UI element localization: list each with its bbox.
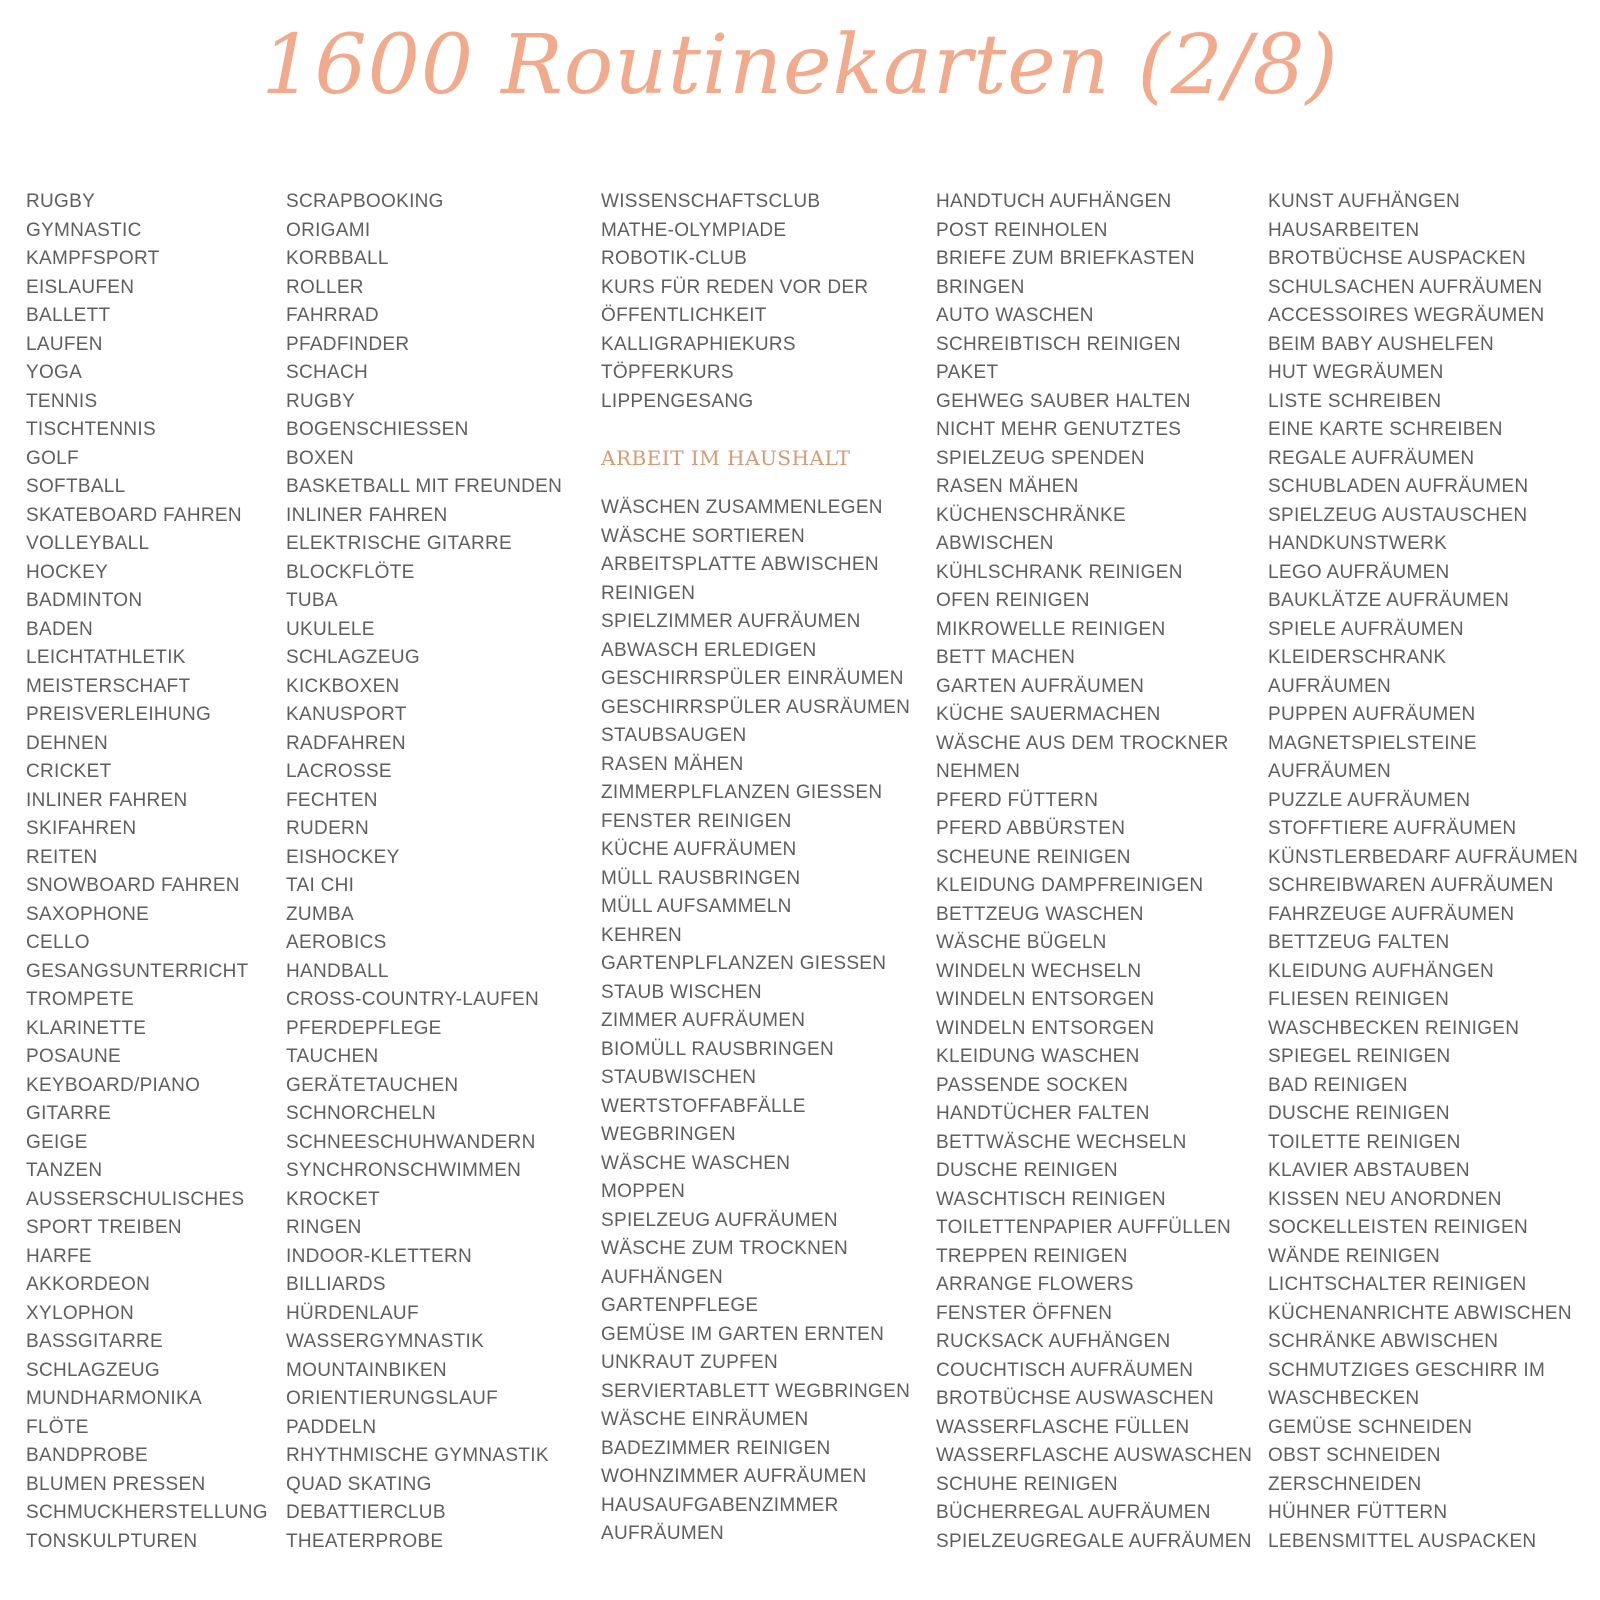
list-item: MEISTERSCHAFT [26,675,191,697]
list-item: SCHLAGZEUG [26,1359,160,1381]
list-item: RADFAHREN [286,732,406,754]
list-item: PADDELN [286,1416,377,1438]
list-item: BEIM BABY AUSHELFEN [1268,333,1495,355]
column-2 [286,188,562,1556]
list-item: ELEKTRISCHE GITARRE [286,533,512,554]
list-item: INLINER FAHREN [286,504,448,526]
list-item: EISLAUFEN [26,276,135,298]
list-item: PUZZLE AUFRÄUMEN [1268,789,1471,811]
list-item: EISHOCKEY [286,846,400,868]
list-item: ZIMMER AUFRÄUMEN [601,1010,806,1031]
list-item: BETTZEUG WASCHEN [936,903,1144,925]
list-item: SOCKELLEISTEN REINIGEN [1268,1217,1529,1238]
list-item: SCHMUTZIGES GESCHIRR IM [1268,1359,1546,1381]
list-item: GARTENPFLEGE [601,1295,759,1316]
list-item: LAUFEN [26,333,103,355]
list-item: CRICKET [26,761,112,782]
list-item: AUTO WASCHEN [936,305,1094,326]
list-item: KLAVIER ABSTAUBEN [1268,1160,1470,1181]
list-item: TÖPFERKURS [601,362,734,383]
list-item: SCHLAGZEUG [286,647,420,668]
list-item: OBST SCHNEIDEN [1268,1445,1441,1466]
list-item: KLEIDUNG AUFHÄNGEN [1268,960,1495,982]
list-item: TANZEN [26,1160,103,1181]
list-item: AKKORDEON [26,1274,151,1295]
list-item: DEBATTIERCLUB [286,1502,446,1523]
list-item: ZERSCHNEIDEN [1268,1473,1422,1495]
list-item: PFERD FÜTTERN [936,789,1099,811]
list-item: KLEIDUNG WASCHEN [936,1046,1140,1067]
list-item: TOILETTENPAPIER AUFFÜLLEN [936,1217,1232,1238]
list-item: PAKET [936,362,999,383]
list-item: GESCHIRRSPÜLER EINRÄUMEN [601,668,904,689]
list-item: LIPPENGESANG [601,390,754,412]
list-item: KROCKET [286,1188,380,1210]
list-item: WINDELN ENTSORGEN [936,1017,1155,1039]
list-item: HOCKEY [26,561,109,583]
list-item: WASCHBECKEN [1268,1388,1420,1409]
list-item: KÜNSTLERBEDARF AUFRÄUMEN [1268,846,1579,868]
list-item: TISCHTENNIS [26,419,156,440]
list-item: KISSEN NEU ANORDNEN [1268,1188,1502,1210]
list-item: SPIELZEUG AUFRÄUMEN [601,1209,838,1231]
list-item: BADEN [26,618,93,640]
list-item: BADMINTON [26,590,143,611]
list-item: ARBEITSPLATTE ABWISCHEN [601,554,879,575]
list-item: BROTBÜCHSE AUSPACKEN [1268,248,1526,269]
list-item: ROLLER [286,276,364,298]
chore-list [936,188,1252,1556]
column-4 [936,188,1252,1556]
list-item: PFERDEPFLEGE [286,1017,442,1039]
list-item: FLÖTE [26,1416,89,1438]
list-item: GEHWEG SAUBER HALTEN [936,390,1191,412]
list-item: GOLF [26,447,79,469]
list-item: DUSCHE REINIGEN [936,1160,1118,1181]
list-item: MATHE-OLYMPIADE [601,219,787,241]
activity-list [601,188,910,416]
list-item: GESANGSUNTERRICHT [26,960,249,982]
list-item: MUNDHARMONIKA [26,1388,202,1409]
list-item: HARFE [26,1245,92,1267]
list-item: BLUMEN PRESSEN [26,1473,206,1495]
list-item: ABWISCHEN [936,533,1054,554]
list-item: RUGBY [286,390,356,412]
list-item: KEHREN [601,924,682,946]
list-item: AEROBICS [286,932,387,953]
list-item: WASSERGYMNASTIK [286,1331,485,1352]
list-item: TROMPETE [26,989,134,1010]
list-item: LISTE SCHREIBEN [1268,390,1442,412]
list-item: SCRAPBOOKING [286,191,444,212]
page-title: 1600 Routinekarten (2/8) [261,18,1339,113]
list-item: SCHREIBWAREN AUFRÄUMEN [1268,875,1554,896]
list-item: QUAD SKATING [286,1473,432,1495]
list-item: GEMÜSE SCHNEIDEN [1268,1416,1473,1438]
list-item: WÄSCHE BÜGELN [936,932,1107,953]
list-item: AUFRÄUMEN [601,1523,725,1544]
list-item: GYMNASTIC [26,219,142,241]
list-item: SCHNORCHELN [286,1103,437,1124]
list-item: KLEIDERSCHRANK [1268,647,1447,668]
activity-list [26,188,268,1556]
list-item: WINDELN ENTSORGEN [936,989,1155,1010]
list-item: FAHRRAD [286,305,379,326]
list-item: SCHRÄNKE ABWISCHEN [1268,1331,1499,1352]
list-item: RUGBY [26,191,96,212]
list-item: BROTBÜCHSE AUSWASCHEN [936,1388,1214,1409]
list-item: MOUNTAINBIKEN [286,1359,447,1381]
list-item: RUDERN [286,818,370,839]
list-item: HANDKUNSTWERK [1268,533,1448,554]
list-item: WISSENSCHAFTSCLUB [601,191,821,212]
list-item: BILLIARDS [286,1274,386,1295]
list-item: SKATEBOARD FAHREN [26,504,242,526]
list-item: FAHRZEUGE AUFRÄUMEN [1268,903,1515,925]
list-item: ORIENTIERUNGSLAUF [286,1388,499,1409]
list-item: BETTWÄSCHE WECHSELN [936,1131,1187,1153]
list-item: SNOWBOARD FAHREN [26,875,240,896]
list-item: CELLO [26,932,90,953]
list-item: YOGA [26,362,83,383]
activity-list [286,188,562,1556]
list-item: SPIELZEUG AUSTAUSCHEN [1268,504,1528,526]
list-item: PFERD ABBÜRSTEN [936,818,1126,839]
list-item: BOGENSCHIESSEN [286,419,469,440]
list-item: BÜCHERREGAL AUFRÄUMEN [936,1502,1211,1523]
list-item: SKIFAHREN [26,818,137,839]
list-item: BANDPROBE [26,1445,149,1466]
column-5 [1268,188,1578,1556]
list-item: TENNIS [26,390,98,412]
list-item: WEGBRINGEN [601,1124,736,1145]
list-item: RHYTHMISCHE GYMNASTIK [286,1445,549,1466]
list-item: HUT WEGRÄUMEN [1268,362,1444,383]
list-item: GESCHIRRSPÜLER AUSRÄUMEN [601,696,911,718]
list-item: FENSTER REINIGEN [601,810,792,832]
list-item: KÜCHE SAUERMACHEN [936,704,1161,725]
list-item: KÜCHENSCHRÄNKE [936,504,1127,526]
section-heading-household: ARBEIT IM HAUSHALT [601,446,851,470]
list-item: SCHACH [286,362,369,383]
list-item: MAGNETSPIELSTEINE [1268,732,1477,754]
list-item: STAUB WISCHEN [601,981,762,1003]
list-item: LICHTSCHALTER REINIGEN [1268,1274,1527,1295]
list-item: BRINGEN [936,276,1025,298]
list-item: MÜLL RAUSBRINGEN [601,867,801,889]
list-item: KLEIDUNG DAMPFREINIGEN [936,875,1204,896]
list-item: BASSGITARRE [26,1331,164,1352]
list-item: VOLLEYBALL [26,533,150,554]
list-item: KURS FÜR REDEN VOR DER [601,276,869,298]
list-item: GITARRE [26,1103,112,1124]
list-item: WÄSCHEN ZUSAMMENLEGEN [601,497,883,518]
list-item: KORBBALL [286,248,389,269]
list-item: BIOMÜLL RAUSBRINGEN [601,1038,835,1060]
list-item: BASKETBALL MIT FREUNDEN [286,476,563,497]
list-item: BRIEFE ZUM BRIEFKASTEN [936,248,1195,269]
list-item: POSAUNE [26,1046,122,1067]
list-item: STAUBWISCHEN [601,1067,757,1088]
list-item: TAI CHI [286,875,355,896]
list-item: KÜCHENANRICHTE ABWISCHEN [1268,1302,1572,1324]
list-item: RUCKSACK AUFHÄNGEN [936,1331,1171,1352]
list-item: BOXEN [286,447,355,469]
list-item: WÄNDE REINIGEN [1268,1245,1441,1267]
list-item: BLOCKFLÖTE [286,561,415,583]
list-item: WÄSCHE WASCHEN [601,1152,791,1174]
list-item: BAUKLÄTZE AUFRÄUMEN [1268,590,1510,611]
list-item: UKULELE [286,618,375,640]
list-item: ACCESSOIRES WEGRÄUMEN [1268,305,1545,326]
list-item: KANUSPORT [286,704,407,725]
list-item: HANDTUCH AUFHÄNGEN [936,191,1172,212]
list-item: SCHUBLADEN AUFRÄUMEN [1268,476,1529,497]
list-item: NICHT MEHR GENUTZTES [936,419,1182,440]
list-item: CROSS-COUNTRY-LAUFEN [286,989,540,1010]
list-item: WÄSCHE AUS DEM TROCKNER [936,732,1229,754]
list-item: GARTENPLFLANZEN GIESSEN [601,953,887,974]
list-item: HAUSAUFGABENZIMMER [601,1494,839,1516]
list-item: WINDELN WECHSELN [936,960,1142,982]
list-item: FENSTER ÖFFNEN [936,1302,1113,1324]
list-item: AUFRÄUMEN [1268,761,1392,782]
list-item: WOHNZIMMER AUFRÄUMEN [601,1466,867,1487]
list-item: WÄSCHE ZUM TROCKNEN [601,1238,849,1259]
list-item: TAUCHEN [286,1046,379,1067]
list-item: SCHNEESCHUHWANDERN [286,1131,536,1153]
list-item: SERVIERTABLETT WEGBRINGEN [601,1380,911,1402]
list-item: MIKROWELLE REINIGEN [936,618,1166,640]
chore-list [1268,188,1578,1556]
list-item: SPIEGEL REINIGEN [1268,1046,1451,1067]
list-item: LEGO AUFRÄUMEN [1268,561,1450,583]
list-item: RASEN MÄHEN [601,753,744,775]
list-item: SPIELZIMMER AUFRÄUMEN [601,611,861,632]
list-item: OFEN REINIGEN [936,590,1090,611]
list-item: SYNCHRONSCHWIMMEN [286,1160,522,1181]
list-item: ZIMMERPLFLANZEN GIESSEN [601,782,883,803]
list-item: FECHTEN [286,789,378,811]
list-item: UNKRAUT ZUPFEN [601,1352,778,1373]
column-1 [26,188,268,1556]
list-item: RINGEN [286,1217,362,1238]
list-item: NEHMEN [936,761,1021,782]
list-item: PUPPEN AUFRÄUMEN [1268,704,1476,725]
list-item: ROBOTIK-CLUB [601,248,748,269]
list-item: SCHEUNE REINIGEN [936,846,1131,868]
list-item: REITEN [26,846,98,868]
list-item: INLINER FAHREN [26,789,188,811]
list-item: TUBA [286,590,338,611]
list-item: WASSERFLASCHE FÜLLEN [936,1416,1190,1438]
list-item: TONSKULPTUREN [26,1530,198,1552]
list-item: ORIGAMI [286,219,371,241]
list-item: KÜCHE AUFRÄUMEN [601,839,797,860]
list-item: MOPPEN [601,1181,686,1202]
list-item: WASCHBECKEN REINIGEN [1268,1017,1520,1039]
list-item: TREPPEN REINIGEN [936,1245,1128,1267]
list-item: ABWASCH ERLEDIGEN [601,639,817,661]
list-item: MÜLL AUFSAMMELN [601,896,792,917]
list-item: SPIELZEUG SPENDEN [936,447,1145,469]
list-item: THEATERPROBE [286,1530,444,1552]
list-item: BALLETT [26,305,111,326]
list-item: KUNST AUFHÄNGEN [1268,191,1461,212]
list-item: BADEZIMMER REINIGEN [601,1437,831,1459]
column-3 [601,188,910,1549]
list-item: EINE KARTE SCHREIBEN [1268,419,1503,440]
list-item: FLIESEN REINIGEN [1268,989,1450,1010]
list-item: DEHNEN [26,732,109,754]
list-item: TOILETTE REINIGEN [1268,1131,1461,1153]
list-item: AUFHÄNGEN [601,1266,723,1288]
list-item: LEICHTATHLETIK [26,647,186,668]
list-item: STAUBSAUGEN [601,725,747,746]
list-item: GEMÜSE IM GARTEN ERNTEN [601,1323,885,1345]
list-item: ARRANGE FLOWERS [936,1274,1134,1295]
list-item: WÄSCHE EINRÄUMEN [601,1409,809,1430]
list-item: LEBENSMITTEL AUSPACKEN [1268,1530,1537,1552]
list-item: REGALE AUFRÄUMEN [1268,447,1475,469]
list-item: INDOOR-KLETTERN [286,1245,473,1267]
list-item: KÜHLSCHRANK REINIGEN [936,561,1183,583]
list-item: SPIELZEUGREGALE AUFRÄUMEN [936,1530,1252,1552]
list-item: KAMPFSPORT [26,248,160,269]
list-item: PASSENDE SOCKEN [936,1074,1129,1096]
list-item: SCHMUCKHERSTELLUNG [26,1502,268,1523]
list-item: GEIGE [26,1131,88,1153]
list-item: HAUSARBEITEN [1268,219,1420,241]
list-item: LACROSSE [286,761,392,782]
list-item: WÄSCHE SORTIEREN [601,525,805,547]
list-item: KALLIGRAPHIEKURS [601,333,796,355]
list-item: DUSCHE REINIGEN [1268,1103,1450,1124]
list-item: PFADFINDER [286,333,410,355]
list-item: AUFRÄUMEN [1268,675,1392,697]
list-item: SCHREIBTISCH REINIGEN [936,333,1181,355]
list-item: AUSSERSCHULISCHES [26,1188,245,1210]
list-item: SPIELE AUFRÄUMEN [1268,618,1464,640]
list-item: SCHULSACHEN AUFRÄUMEN [1268,276,1543,298]
list-item: WERTSTOFFABFÄLLE [601,1095,806,1117]
list-item: KEYBOARD/PIANO [26,1074,201,1096]
list-item: RASEN MÄHEN [936,476,1079,497]
list-item: GARTEN AUFRÄUMEN [936,675,1145,697]
list-item: GERÄTETAUCHEN [286,1074,459,1096]
list-item: BETTZEUG FALTEN [1268,932,1450,953]
list-item: STOFFTIERE AUFRÄUMEN [1268,818,1517,839]
list-item: BETT MACHEN [936,647,1076,668]
list-item: KICKBOXEN [286,675,400,697]
chore-list [601,494,910,1549]
list-item: HÜHNER FÜTTERN [1268,1502,1448,1523]
list-item: SPORT TREIBEN [26,1217,182,1238]
list-item: PREISVERLEIHUNG [26,704,212,725]
list-item: ZUMBA [286,903,354,925]
list-item: HANDTÜCHER FALTEN [936,1103,1150,1124]
list-item: HANDBALL [286,960,389,982]
list-item: WASSERFLASCHE AUSWASCHEN [936,1445,1253,1466]
list-item: REINIGEN [601,582,696,604]
list-item: ÖFFENTLICHKEIT [601,305,767,326]
list-item: SOFTBALL [26,476,126,497]
list-item: SAXOPHONE [26,903,150,925]
list-item: XYLOPHON [26,1302,134,1324]
list-item: HÜRDENLAUF [286,1302,419,1324]
list-item: POST REINHOLEN [936,219,1108,241]
list-item: KLARINETTE [26,1017,147,1039]
list-item: SCHUHE REINIGEN [936,1473,1118,1495]
list-item: WASCHTISCH REINIGEN [936,1188,1166,1210]
list-item: COUCHTISCH AUFRÄUMEN [936,1359,1194,1381]
list-item: BAD REINIGEN [1268,1074,1408,1096]
